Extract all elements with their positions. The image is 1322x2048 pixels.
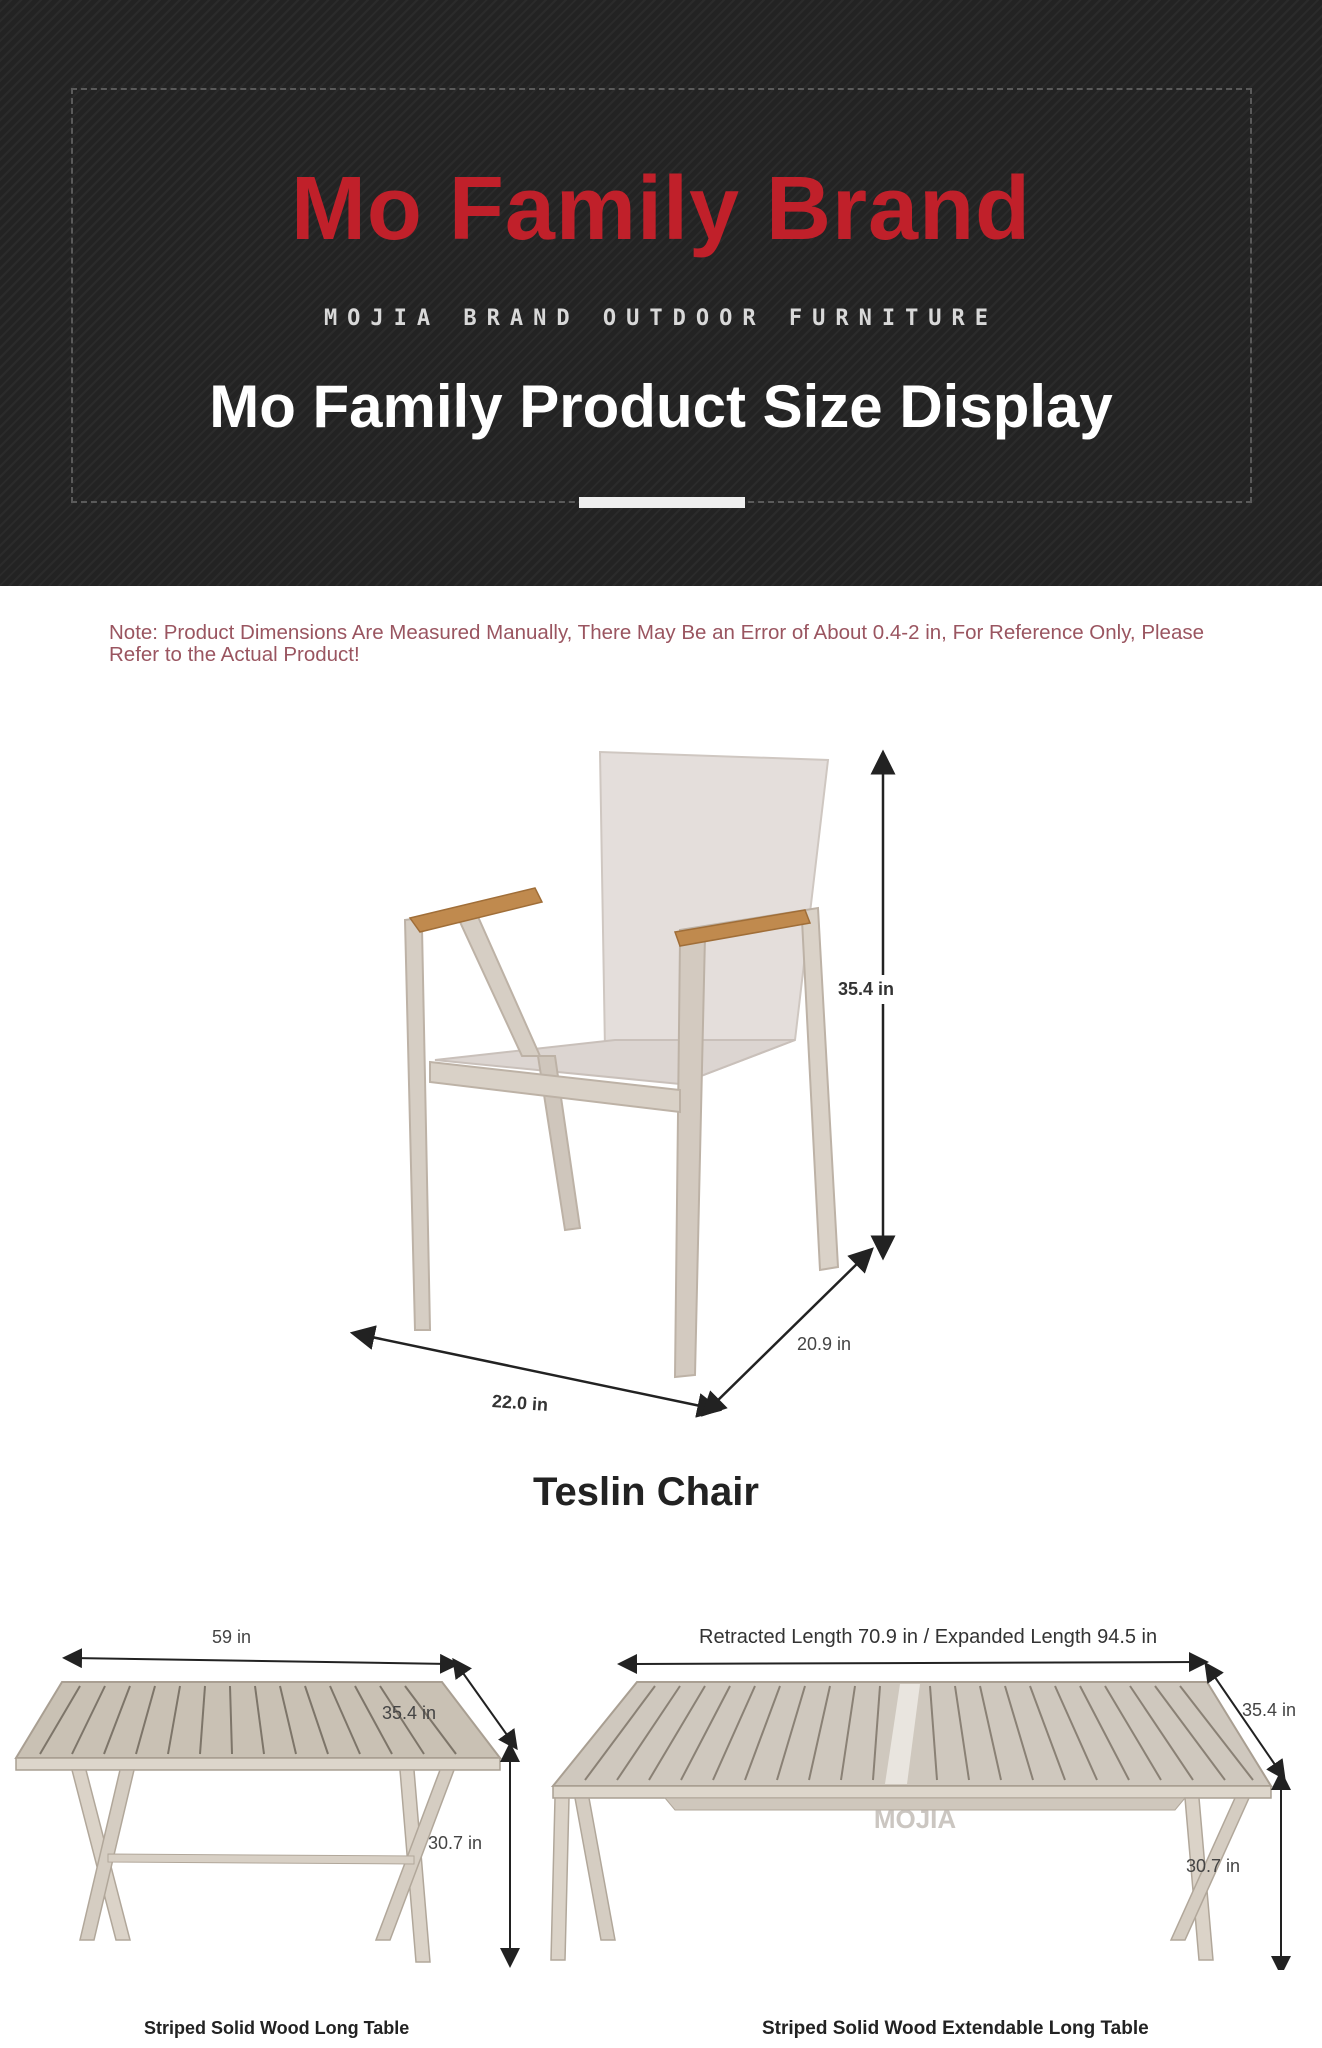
long-table-image: [10, 1640, 530, 1970]
measurement-note: Note: Product Dimensions Are Measured Manually, There May Be an Error of About 0.4-2 in, For Reference Only, Please Refer to the Actual Product!: [109, 621, 1204, 666]
long-table-width-label: 35.4 in: [382, 1703, 437, 1723]
chair-height-label: 35.4 in: [838, 975, 894, 1004]
section-title: Mo Family Product Size Display: [209, 373, 1113, 440]
hero-banner: [0, 0, 1322, 586]
chair-depth-label: 20.9 in: [797, 1334, 852, 1354]
chair-width-label: 22.0 in: [491, 1391, 549, 1415]
long-table-name: Striped Solid Wood Long Table: [144, 2018, 410, 2038]
brand-subtitle: MOJIA BRAND OUTDOOR FURNITURE: [323, 306, 999, 331]
extendable-table-image: [545, 1640, 1315, 1970]
extendable-table-height-label: 30.7 in: [1186, 1856, 1241, 1876]
brand-title: Mo Family Brand: [290, 159, 1032, 259]
chair-name: Teslin Chair: [533, 1470, 759, 1514]
extendable-table-length-label: Retracted Length 70.9 in / Expanded Length 94.5 in: [699, 1626, 1158, 1648]
chair-image: [350, 740, 910, 1420]
hero-divider-bar: [579, 497, 745, 508]
long-table-height-label: 30.7 in: [428, 1833, 483, 1853]
long-table-length-label: 59 in: [212, 1627, 252, 1647]
extendable-table-width-label: 35.4 in: [1242, 1700, 1297, 1720]
mojia-watermark: MOJIA: [873, 1804, 957, 1834]
extendable-table-name: Striped Solid Wood Extendable Long Table: [762, 2018, 1149, 2039]
